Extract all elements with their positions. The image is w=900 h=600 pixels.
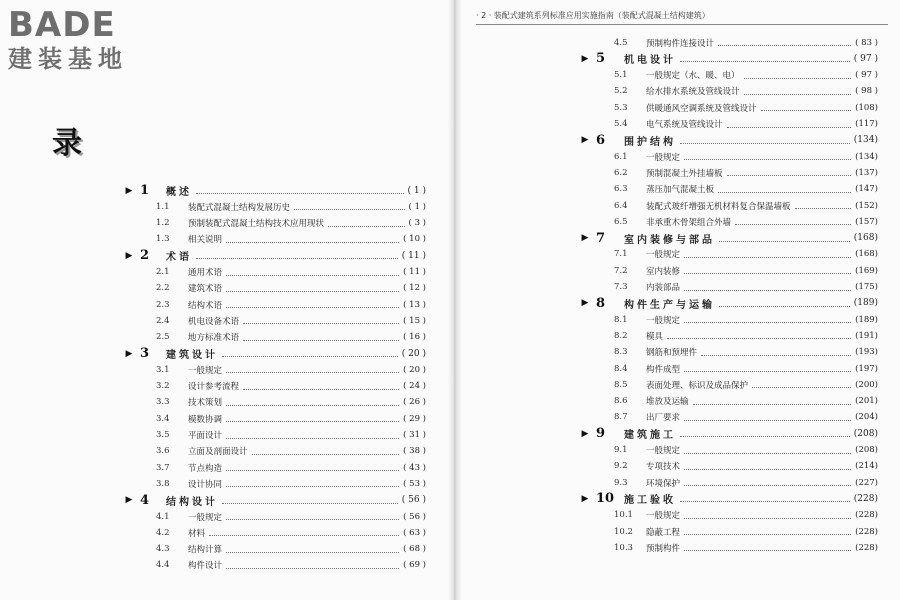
- dot-leader: [226, 513, 399, 520]
- chapter-arrow-icon: ▶: [581, 493, 589, 504]
- toc-label: 室内装修与部品: [624, 234, 715, 246]
- dot-leader: [684, 365, 851, 372]
- toc-label: 表面处理、标识及成品保护: [646, 380, 749, 391]
- toc-section-row[interactable]: [0, 296, 448, 313]
- toc-page-number: (157): [855, 216, 878, 227]
- toc-chapter-row[interactable]: [462, 230, 900, 247]
- toc-page-number: (134): [853, 135, 878, 146]
- toc-number: 5.2: [614, 86, 628, 97]
- toc-section-row[interactable]: [462, 376, 900, 393]
- toc-number: 3.1: [156, 364, 170, 375]
- dot-leader: [684, 267, 851, 274]
- toc-number: 1.3: [156, 234, 170, 245]
- toc-label: 建筑术语: [188, 284, 223, 295]
- dot-leader: [328, 220, 405, 227]
- toc-label: 一般规定: [188, 365, 223, 376]
- toc-label: 电气系统及管线设计: [646, 120, 723, 130]
- toc-section-row[interactable]: [0, 264, 448, 281]
- dot-leader: [243, 334, 399, 341]
- toc-page-number: (169): [855, 265, 878, 276]
- toc-chapter-row[interactable]: [0, 492, 448, 509]
- toc-section-row[interactable]: [0, 312, 448, 329]
- toc-label: 设计参考流程: [188, 382, 240, 393]
- toc-page-number: (137): [855, 167, 878, 178]
- toc-page-number: (193): [855, 347, 878, 358]
- toc-number: 3.5: [156, 430, 170, 440]
- toc-section-row[interactable]: [462, 148, 900, 165]
- toc-number: 3: [140, 346, 150, 361]
- toc-page-number: ( 83 ): [855, 37, 878, 48]
- dot-leader: [684, 528, 851, 535]
- dot-leader: [226, 399, 399, 406]
- toc-section-row[interactable]: [462, 327, 900, 344]
- toc-section-row[interactable]: [0, 215, 448, 232]
- toc-chapter-row[interactable]: [462, 132, 900, 149]
- toc-page-number: ( 20 ): [401, 348, 426, 359]
- toc-number: 9.2: [614, 461, 628, 472]
- toc-section-row[interactable]: [0, 427, 448, 444]
- toc-number: 1.1: [156, 201, 170, 212]
- toc-page-number: (201): [855, 396, 878, 407]
- dot-leader: [222, 497, 398, 504]
- toc-label: 专项技术: [646, 462, 681, 473]
- toc-label: 模数协调: [188, 414, 223, 425]
- toc-number: 4.3: [156, 544, 170, 555]
- toc-label: 术语: [166, 252, 192, 264]
- toc-number: 1: [140, 183, 150, 198]
- toc-label: 装配式玻纤增强无机材料复合保温墙板: [646, 201, 791, 212]
- toc-page-number: (175): [855, 282, 878, 292]
- toc-page-number: ( 43 ): [403, 462, 426, 473]
- toc-label: 一般规定: [646, 315, 681, 326]
- toc-label: 一般规定（水、暖、电）: [646, 71, 740, 82]
- toc-page-number: ( 16 ): [403, 332, 426, 343]
- dot-leader: [684, 512, 851, 519]
- toc-label: 构件生产与运输: [624, 299, 715, 311]
- toc-label: 结构术语: [188, 300, 223, 311]
- toc-page-number: ( 31 ): [403, 430, 426, 440]
- toc-number: 5.1: [614, 70, 628, 81]
- toc-label: 出厂要求: [646, 413, 681, 424]
- chapter-arrow-icon: ▶: [125, 185, 133, 196]
- dot-leader: [226, 464, 399, 471]
- logo-chinese-text: 建装基地: [8, 45, 128, 73]
- toc-page-number: ( 56 ): [401, 495, 426, 506]
- dot-leader: [761, 104, 852, 111]
- toc-label: 技术策划: [188, 398, 223, 409]
- toc-number: 4.1: [156, 511, 170, 522]
- book-gutter: [448, 0, 462, 600]
- toc-page-number: ( 24 ): [403, 381, 426, 392]
- toc-number: 8.6: [614, 396, 628, 407]
- toc-number: 2.2: [156, 283, 170, 294]
- toc-number: 3.3: [156, 397, 170, 408]
- toc-page-number: ( 38 ): [403, 446, 426, 457]
- chapter-arrow-icon: ▶: [581, 135, 589, 146]
- toc-label: 建筑设计: [166, 350, 218, 361]
- toc-label: 设计协同: [188, 479, 223, 490]
- dot-leader: [226, 415, 399, 422]
- dot-leader: [684, 544, 851, 551]
- dot-leader: [684, 251, 851, 258]
- toc-page-number: ( 53 ): [403, 478, 426, 489]
- toc-number: 3.7: [156, 462, 170, 473]
- dot-leader: [226, 236, 399, 243]
- brand-logo: [8, 6, 178, 74]
- toc-label: 预制构件连接设计: [646, 38, 715, 49]
- toc-label: 结构设计: [166, 496, 218, 508]
- toc-label: 施工验收: [624, 495, 676, 507]
- dot-leader: [718, 186, 851, 193]
- toc-number: 3.4: [156, 413, 170, 424]
- toc-page-number: ( 13 ): [403, 299, 426, 310]
- toc-section-row[interactable]: [462, 197, 900, 214]
- toc-section-row[interactable]: [462, 213, 900, 230]
- dot-leader: [209, 529, 399, 536]
- toc-number: 4.5: [614, 37, 628, 48]
- toc-section-row[interactable]: [0, 459, 448, 476]
- toc-number: 6.5: [614, 216, 628, 227]
- toc-label: 蒸压加气混凝土板: [646, 185, 715, 196]
- toc-number: 3.2: [156, 381, 170, 392]
- left-page: [0, 0, 448, 600]
- toc-section-row[interactable]: [462, 164, 900, 181]
- dot-leader: [684, 463, 851, 470]
- toc-number: 2.5: [156, 332, 170, 343]
- toc-page-number: (214): [855, 461, 878, 472]
- toc-label: 材料: [188, 528, 206, 539]
- toc-number: 8: [596, 295, 606, 311]
- toc-chapter-row[interactable]: [462, 295, 900, 312]
- dot-leader: [196, 252, 398, 259]
- toc-section-row[interactable]: [462, 523, 900, 540]
- toc-label: 节点构造: [188, 463, 223, 474]
- toc-label: 环境保护: [646, 478, 681, 489]
- toc-page-number: ( 1 ): [407, 185, 426, 196]
- dot-leader: [243, 383, 399, 390]
- toc-section-row[interactable]: [0, 231, 448, 248]
- toc-number: 4.4: [156, 560, 170, 571]
- dot-leader: [226, 546, 399, 553]
- toc-label: 装配式混凝土结构发展历史: [188, 202, 291, 213]
- toc-number: 2.1: [156, 267, 170, 277]
- chapter-arrow-icon: ▶: [581, 53, 589, 64]
- toc-number: 10: [596, 491, 615, 507]
- toc-number: 6.4: [614, 200, 628, 211]
- toc-page-number: ( 26 ): [403, 397, 426, 408]
- toc-page-number: (147): [855, 184, 878, 195]
- toc-number: 8.3: [614, 347, 628, 358]
- toc-label: 一般规定: [646, 250, 681, 261]
- toc-number: 5.3: [614, 102, 628, 113]
- dot-leader: [294, 203, 405, 210]
- dot-leader: [680, 137, 850, 144]
- toc-label: 概述: [166, 187, 192, 198]
- toc-page-number: (191): [855, 330, 878, 341]
- dot-leader: [693, 398, 852, 405]
- toc-number: 9.3: [614, 477, 628, 488]
- toc-number: 6.2: [614, 167, 628, 178]
- toc-label: 预制装配式混凝土结构技术应用现状: [188, 219, 325, 230]
- toc-label: 一般规定: [188, 512, 223, 523]
- toc-page-number: (152): [855, 200, 878, 211]
- toc-number: 8.2: [614, 330, 628, 341]
- dot-leader: [680, 495, 850, 502]
- toc-label: 一般规定: [646, 446, 681, 456]
- toc-section-row[interactable]: [462, 442, 900, 459]
- dot-leader: [226, 285, 399, 292]
- toc-page-number: (228): [853, 493, 878, 504]
- toc-number: 3.8: [156, 478, 170, 489]
- toc-label: 围护结构: [624, 136, 676, 148]
- dot-leader: [226, 562, 399, 569]
- toc-page-number: ( 97 ): [855, 70, 878, 81]
- dot-leader: [680, 430, 850, 437]
- toc-number: 9: [596, 426, 606, 442]
- toc-label: 钢筋和预埋件: [646, 348, 698, 359]
- toc-number: 2.4: [156, 315, 170, 326]
- toc-page-number: ( 98 ): [855, 86, 878, 97]
- toc-number: 10.2: [614, 526, 633, 537]
- toc-section-row[interactable]: [462, 344, 900, 361]
- running-header: · 2 · 装配式建筑系列标准应用实施指南（装配式混凝土结构建筑）: [476, 11, 710, 20]
- toc-number: 8.5: [614, 379, 628, 390]
- toc-page-number: (227): [855, 477, 878, 488]
- toc-page-number: ( 63 ): [403, 527, 426, 538]
- toc-page-number: (189): [853, 298, 878, 309]
- toc-label: 给水排水系统及管线设计: [646, 87, 740, 98]
- toc-page-number: ( 29 ): [403, 413, 426, 424]
- dot-leader: [222, 350, 398, 357]
- toc-section-row[interactable]: [0, 541, 448, 558]
- dot-leader: [680, 55, 850, 62]
- toc-number: 8.1: [614, 314, 628, 325]
- toc-section-row[interactable]: [462, 458, 900, 475]
- toc-number: 5.4: [614, 119, 628, 129]
- toc-page-number: ( 12 ): [403, 283, 426, 294]
- dot-leader: [684, 153, 851, 160]
- dot-leader: [727, 121, 852, 128]
- dot-leader: [744, 72, 852, 79]
- toc-section-row[interactable]: [462, 393, 900, 410]
- dot-leader: [719, 300, 850, 307]
- toc-page-number: (117): [855, 119, 878, 129]
- toc-chapter-row[interactable]: [462, 50, 900, 67]
- toc-section-row[interactable]: [0, 280, 448, 297]
- toc-section-row[interactable]: [462, 116, 900, 133]
- toc-section-row[interactable]: [462, 99, 900, 116]
- toc-number: 7: [596, 230, 606, 246]
- chapter-arrow-icon: ▶: [581, 428, 589, 439]
- toc-page-number: ( 68 ): [403, 544, 426, 555]
- toc-page-number: ( 1 ): [408, 201, 426, 212]
- toc-page-number: (208): [855, 445, 878, 455]
- dot-leader: [684, 284, 851, 291]
- toc-page-number: ( 56 ): [403, 511, 426, 522]
- toc-section-row[interactable]: [462, 262, 900, 279]
- toc-page-number: (208): [853, 428, 878, 439]
- toc-section-row[interactable]: [462, 474, 900, 491]
- toc-number: 3.6: [156, 446, 170, 457]
- toc-section-row[interactable]: [462, 360, 900, 377]
- dot-leader: [243, 317, 399, 324]
- toc-section-row[interactable]: [0, 524, 448, 541]
- dot-leader: [226, 432, 399, 439]
- toc-number: 2: [140, 248, 150, 264]
- toc-number: 4.2: [156, 527, 170, 538]
- toc-section-row[interactable]: [0, 443, 448, 460]
- dot-leader: [684, 447, 851, 454]
- toc-page-number: ( 97 ): [853, 53, 878, 64]
- toc-label: 堆放及运输: [646, 397, 689, 408]
- toc-page-number: ( 10 ): [403, 234, 426, 245]
- dot-leader: [735, 218, 851, 225]
- chapter-arrow-icon: ▶: [125, 348, 133, 359]
- toc-page-number: ( 15 ): [403, 315, 426, 326]
- toc-section-row[interactable]: [462, 507, 900, 524]
- toc-label: 一般规定: [646, 152, 681, 163]
- toc-section-row[interactable]: [0, 329, 448, 346]
- toc-page-number: ( 20 ): [403, 364, 426, 375]
- toc-section-row[interactable]: [462, 34, 900, 51]
- toc-label: 模具: [646, 331, 664, 342]
- toc-chapter-row[interactable]: [462, 490, 900, 507]
- dot-leader: [752, 381, 851, 388]
- dot-leader: [684, 479, 851, 486]
- toc-section-row[interactable]: [0, 475, 448, 492]
- toc-section-row[interactable]: [462, 279, 900, 296]
- dot-leader: [226, 301, 399, 308]
- toc-section-row[interactable]: [462, 539, 900, 556]
- toc-label: 机电设计: [624, 55, 676, 67]
- dot-leader: [196, 187, 404, 194]
- toc-number: 5: [596, 51, 606, 67]
- toc-number: 10.3: [614, 542, 633, 553]
- toc-section-row[interactable]: [0, 394, 448, 411]
- toc-label: 非承重木骨架组合外墙: [646, 217, 732, 228]
- dot-leader: [684, 414, 851, 421]
- toc-label: 隐蔽工程: [646, 527, 681, 538]
- toc-section-row[interactable]: [0, 410, 448, 427]
- toc-page-number: (197): [855, 363, 878, 374]
- toc-number: 8.4: [614, 363, 628, 374]
- toc-number: 2.3: [156, 299, 170, 310]
- dot-leader: [718, 39, 851, 46]
- dot-leader: [252, 448, 400, 455]
- dot-leader: [226, 480, 399, 487]
- chapter-arrow-icon: ▶: [125, 250, 133, 261]
- toc-label: 通用术语: [188, 268, 223, 278]
- toc-label: 一般规定: [646, 511, 681, 522]
- header-rule: [476, 24, 888, 25]
- dot-leader: [727, 169, 852, 176]
- toc-label: 立面及剖面设计: [188, 447, 248, 458]
- toc-section-row[interactable]: [0, 361, 448, 378]
- chapter-arrow-icon: ▶: [125, 495, 133, 506]
- toc-page-number: ( 69 ): [403, 560, 426, 571]
- dot-leader: [719, 235, 850, 242]
- toc-label: 室内装修: [646, 266, 681, 277]
- toc-section-row[interactable]: [462, 83, 900, 100]
- right-page: [462, 0, 900, 600]
- toc-section-row[interactable]: [462, 67, 900, 84]
- toc-label: 机电设备术语: [188, 316, 240, 327]
- toc-page-number: (134): [855, 151, 878, 162]
- toc-number: 7.3: [614, 282, 628, 292]
- toc-section-row[interactable]: [0, 198, 448, 215]
- dot-leader: [226, 366, 399, 373]
- toc-label: 地方标准术语: [188, 333, 240, 344]
- toc-title: 录: [52, 126, 82, 161]
- toc-section-row[interactable]: [462, 409, 900, 426]
- toc-label: 供暖通风空调系统及管线设计: [646, 103, 757, 114]
- toc-page-number: (200): [855, 379, 878, 390]
- toc-number: 7.1: [614, 249, 628, 260]
- toc-page-number: (228): [855, 542, 878, 553]
- toc-number: 10.1: [614, 510, 633, 521]
- toc-number: 6.1: [614, 151, 628, 162]
- toc-number: 9.1: [614, 445, 628, 455]
- toc-label: 相关说明: [188, 235, 223, 246]
- toc-number: 8.7: [614, 412, 628, 423]
- toc-number: 6.3: [614, 184, 628, 195]
- chapter-arrow-icon: ▶: [581, 298, 589, 309]
- toc-page-number: ( 3 ): [408, 218, 426, 229]
- toc-label: 构件设计: [188, 561, 223, 572]
- toc-label: 内装部品: [646, 283, 681, 293]
- dot-leader: [226, 269, 399, 276]
- logo-brand-text: BADE: [8, 5, 116, 45]
- toc-chapter-row[interactable]: [0, 345, 448, 362]
- dot-leader: [795, 202, 852, 209]
- toc-page-number: (168): [855, 249, 878, 260]
- toc-number: 6: [596, 132, 606, 148]
- toc-section-row[interactable]: [0, 557, 448, 574]
- toc-number: 7.2: [614, 265, 628, 276]
- toc-page-number: (189): [855, 314, 878, 325]
- toc-label: 平面设计: [188, 431, 223, 441]
- toc-chapter-row[interactable]: [0, 182, 448, 199]
- toc-section-row[interactable]: [0, 508, 448, 525]
- dot-leader: [701, 349, 851, 356]
- toc-page-number: (204): [855, 412, 878, 423]
- dot-leader: [684, 316, 851, 323]
- toc-section-row[interactable]: [462, 246, 900, 263]
- toc-page-number: ( 11 ): [401, 250, 426, 261]
- toc-page-number: (168): [853, 233, 878, 244]
- toc-number: 1.2: [156, 218, 170, 229]
- toc-page-number: (228): [855, 526, 878, 537]
- dot-leader: [744, 88, 852, 95]
- toc-page-number: ( 11 ): [403, 267, 426, 277]
- toc-label: 预制构件: [646, 543, 681, 554]
- toc-page-number: (228): [855, 510, 878, 521]
- toc-label: 构件成型: [646, 364, 681, 375]
- toc-chapter-row[interactable]: [462, 425, 900, 442]
- toc-page-number: (108): [855, 102, 878, 113]
- toc-label: 结构计算: [188, 545, 223, 556]
- chapter-arrow-icon: ▶: [581, 233, 589, 244]
- toc-number: 4: [140, 492, 150, 508]
- toc-section-row[interactable]: [462, 311, 900, 328]
- dot-leader: [667, 332, 851, 339]
- toc-label: 预制混凝土外挂墙板: [646, 168, 723, 179]
- toc-section-row[interactable]: [462, 181, 900, 198]
- toc-chapter-row[interactable]: [0, 247, 448, 264]
- toc-section-row[interactable]: [0, 378, 448, 395]
- toc-label: 建筑施工: [624, 430, 676, 442]
